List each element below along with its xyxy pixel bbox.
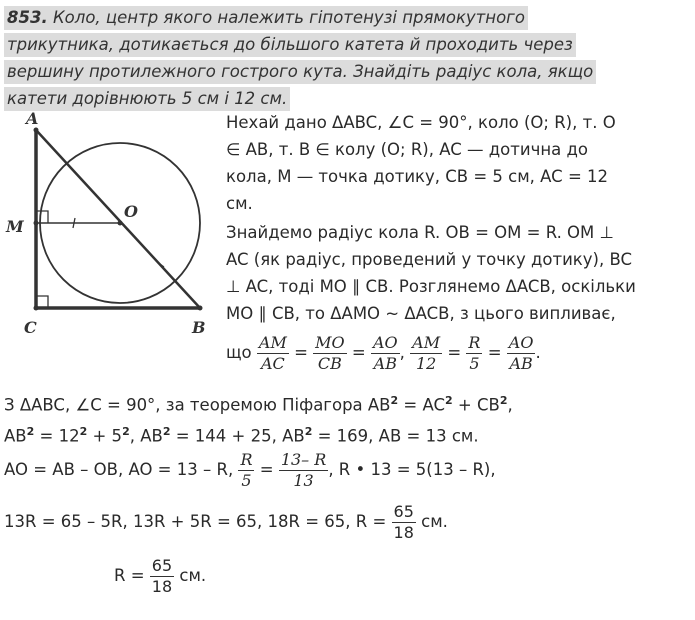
pyth-text-c: + CB bbox=[452, 395, 500, 415]
point-a bbox=[34, 128, 39, 133]
pythagoras-line-1: З ΔABC, ∠C = 90°, за теоремою Піфагора $AB^2 = AC^2 + CB^2$, bbox=[4, 394, 513, 415]
answer-line bbox=[114, 552, 206, 600]
fraction-den: 12 bbox=[415, 354, 437, 373]
square: 2 bbox=[26, 425, 35, 438]
right-angle-m bbox=[36, 211, 48, 223]
problem-line-1 bbox=[4, 6, 528, 30]
fraction-den: AC bbox=[260, 354, 285, 373]
equation-line bbox=[4, 498, 448, 546]
square: 2 bbox=[79, 425, 88, 438]
reason-line-4: MO ∥ CB, то ΔAMO ~ ΔACB, з цього випливає, bbox=[226, 304, 616, 323]
fraction-den: 18 bbox=[393, 523, 414, 542]
problem-number: 853. bbox=[7, 8, 48, 27]
fraction-r-5 bbox=[466, 333, 482, 374]
fraction-num: AM bbox=[412, 333, 441, 352]
fraction-num: R bbox=[468, 333, 481, 352]
fraction-den: CB bbox=[317, 354, 342, 373]
side-ab bbox=[36, 130, 200, 308]
given-line-4: см. bbox=[226, 194, 253, 213]
triangle-figure bbox=[0, 108, 220, 343]
pyth2-a: AB bbox=[4, 426, 27, 446]
fraction-den: 5 bbox=[241, 471, 252, 490]
fraction-am-ac bbox=[257, 333, 289, 374]
fraction-mo-cb bbox=[313, 333, 347, 374]
problem-line-3: вершину протилежного гострого кута. Знайдіть радіус кола, якщо bbox=[4, 60, 596, 84]
fraction-num: AM bbox=[258, 333, 287, 352]
unit: см. bbox=[421, 512, 448, 531]
square: 2 bbox=[390, 394, 399, 407]
fraction-num: MO bbox=[315, 333, 345, 352]
fraction-num: 65 bbox=[151, 556, 173, 575]
fraction-den: 5 bbox=[469, 354, 480, 373]
fraction-num: AO bbox=[372, 333, 398, 352]
fraction-13-r-13 bbox=[279, 450, 329, 491]
fraction-den: 18 bbox=[151, 577, 173, 596]
square: 2 bbox=[162, 425, 171, 438]
reason-line-1: Знайдемо радіус кола R. OB = OM = R. OM ⊥ bbox=[226, 223, 614, 242]
pyth2-f: = 169, AB = 13 см. bbox=[312, 426, 479, 446]
given-line-3: кола, M — точка дотику, CB = 5 см, AC = 12 bbox=[226, 167, 609, 186]
proportion-line: що $\frac{AM}{AC}$ = $\frac{MO}{CB}$ = $\frac{AO}{AB}$ , $\frac{AM}{12}$ = $\frac{R}{5}$ = $\frac{AO}{AB}$ . bbox=[226, 333, 541, 373]
fraction-den: AB bbox=[509, 354, 533, 373]
fraction-num: AO bbox=[508, 333, 534, 352]
fraction-den: AB bbox=[373, 354, 397, 373]
fraction-num: 65 bbox=[393, 502, 414, 521]
proportion-prefix: що bbox=[226, 343, 252, 362]
pythagoras-line-2 bbox=[4, 419, 479, 450]
square: 2 bbox=[445, 394, 453, 407]
label-b: B bbox=[192, 318, 206, 337]
reason-line-3: ⊥ AC, тоді MO ∥ CB. Розглянемо ΔACB, оскільки bbox=[226, 277, 636, 296]
pyth2-e: = 144 + 25, AB bbox=[170, 426, 305, 446]
label-m: M bbox=[6, 217, 24, 236]
fraction-answer bbox=[150, 556, 174, 597]
problem-line-4: катети дорівнюють 5 см і 12 см. bbox=[4, 87, 290, 111]
pyth2-b: = 12 bbox=[34, 426, 80, 446]
fraction-den: 13 bbox=[293, 471, 314, 490]
fraction-r-5-b bbox=[238, 450, 254, 491]
fraction-ao-ab bbox=[371, 333, 400, 374]
label-o: O bbox=[124, 202, 138, 221]
problem-text-1: Коло, центр якого належить гіпотенузі прямокутного bbox=[52, 8, 525, 27]
point-c bbox=[34, 306, 39, 311]
problem-line-2: трикутника, дотикається до більшого катета й проходить через bbox=[4, 33, 576, 57]
given-line-2: ∈ AB, т. B ∈ колу (O; R), AC — дотична до bbox=[226, 140, 588, 159]
fraction-ao-ab-2 bbox=[507, 333, 536, 374]
fraction-am-12 bbox=[410, 333, 442, 374]
point-b bbox=[198, 306, 203, 311]
label-a: A bbox=[26, 109, 39, 128]
label-c: C bbox=[24, 318, 37, 337]
square: 2 bbox=[122, 425, 130, 438]
pyth-text-a: З ΔABC, ∠C = 90°, за теоремою Піфагора AB bbox=[4, 395, 391, 415]
ao-line: AO = AB – OB, AO = 13 – R, $\frac{R}{5}$ = $\frac{13- R}{13}$ , R • 13 = 5(13 – R), bbox=[4, 450, 496, 490]
reason-line-2: AC (як радіус, проведений у точку дотику), BC bbox=[226, 250, 632, 269]
fraction-65-18 bbox=[392, 502, 416, 543]
pyth2-c: + 5 bbox=[87, 426, 123, 446]
pyth-text-b: = AC bbox=[398, 395, 446, 415]
equation-text: 13R = 65 – 5R, 13R + 5R = 65, 18R = 65, R = bbox=[4, 512, 387, 531]
fraction-num: R bbox=[240, 450, 253, 469]
answer-unit: см. bbox=[179, 566, 207, 585]
given-line-1: Нехай дано ΔABC, ∠C = 90°, коло (O; R), т. O bbox=[226, 113, 616, 132]
fraction-num: 13– R bbox=[280, 450, 327, 469]
right-angle-c bbox=[36, 296, 48, 308]
square: 2 bbox=[304, 425, 313, 438]
pyth2-d: , AB bbox=[129, 426, 163, 446]
ao-text: AO = AB – OB, AO = 13 – R, bbox=[4, 460, 234, 479]
answer-prefix: R = bbox=[114, 566, 145, 585]
point-m bbox=[34, 221, 39, 226]
square: 2 bbox=[499, 394, 508, 407]
ao-tail: , R • 13 = 5(13 – R), bbox=[328, 460, 496, 479]
point-o bbox=[118, 221, 123, 226]
